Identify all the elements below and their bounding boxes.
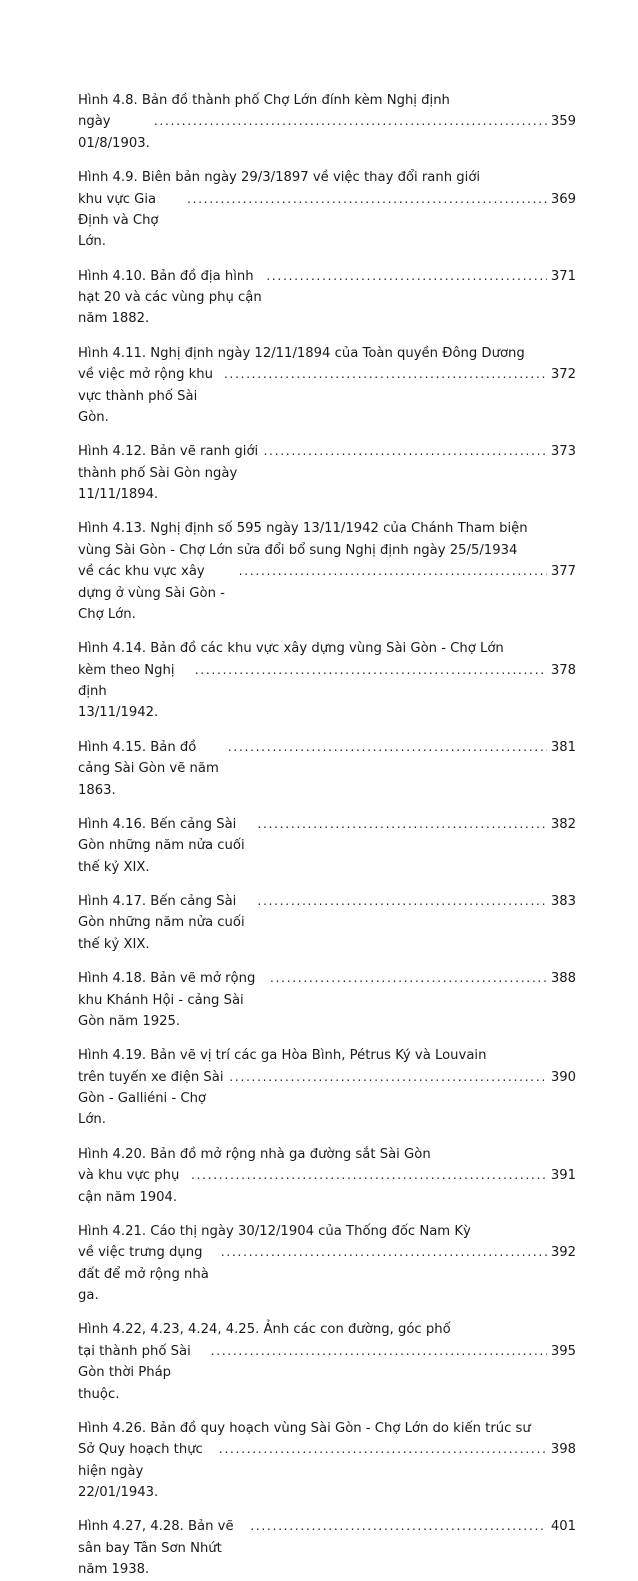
toc-entry-text: Hình 4.18. Bản vẽ mở rộng khu Khánh Hội - cảng Sài Gòn năm 1925. <box>78 971 260 1029</box>
toc-leader-dots <box>239 561 547 581</box>
toc-leader-dots <box>270 968 547 988</box>
toc-entry-line <box>78 167 576 188</box>
toc-entry-last-line <box>78 1242 576 1306</box>
toc-page-number: 401 <box>550 1519 576 1535</box>
toc-entry-text: Hình 4.8. Bản đồ thành phố Chợ Lớn đính kèm Nghị định <box>78 93 450 108</box>
toc-entry-text: Hình 4.10. Bản đồ địa hình hạt 20 và các vùng phụ cận năm 1882. <box>78 268 266 327</box>
toc-entry-text: về việc trưng dụng đất để mở rộng nhà ga. <box>78 1245 214 1303</box>
toc-entry-last-line <box>78 111 576 154</box>
toc-entry-text: khu vực Gia Định và Chợ Lớn. <box>78 191 163 250</box>
toc-entry-text: Hình 4.13. Nghị định số 595 ngày 13/11/1942 của Chánh Tham biện <box>78 521 528 537</box>
toc-entry-last-line <box>78 814 576 878</box>
toc-entry[interactable] <box>78 1144 576 1208</box>
toc-leader-dots <box>229 1067 547 1087</box>
toc-entry[interactable] <box>78 167 576 253</box>
toc-leader-dots <box>195 660 547 680</box>
toc-entry-text: Hình 4.9. Biên bản ngày 29/3/1897 về việc thay đổi ranh giới <box>78 170 481 186</box>
toc-leader-dots <box>191 1165 547 1185</box>
toc-entry-text: Hình 4.21. Cáo thị ngày 30/12/1904 của Thống đốc Nam Kỳ <box>78 1223 471 1239</box>
table-of-contents-list <box>78 90 576 1581</box>
toc-leader-dots <box>266 266 547 286</box>
toc-entry[interactable] <box>78 638 576 724</box>
toc-entry-last-line <box>78 1165 576 1208</box>
toc-entry-line <box>78 90 576 111</box>
toc-entry-text: tại thành phố Sài Gòn thời Pháp thuộc. <box>78 1343 195 1402</box>
toc-page-number: 388 <box>550 971 576 987</box>
toc-entry[interactable] <box>78 441 576 505</box>
toc-entry-line <box>78 1319 576 1340</box>
toc-entry-last-line <box>78 266 576 330</box>
toc-leader-dots <box>187 189 547 209</box>
toc-entry-text: Hình 4.11. Nghị định ngày 12/11/1894 của Toàn quyền Đông Dương <box>78 345 525 361</box>
toc-entry[interactable] <box>78 518 576 625</box>
toc-page-number: 372 <box>550 367 576 383</box>
toc-entry-text: Hình 4.19. Bản vẽ vị trí các ga Hòa Bình, Pétrus Ký và Louvain <box>78 1048 487 1064</box>
toc-entry-text: Hình 4.16. Bến cảng Sài Gòn những năm nửa cuối thế kỷ XIX. <box>78 816 249 875</box>
toc-entry-last-line <box>78 891 576 955</box>
toc-leader-dots <box>228 737 547 757</box>
toc-page-number: 390 <box>550 1069 576 1085</box>
toc-page-number: 395 <box>550 1343 576 1359</box>
toc-page-number: 371 <box>550 268 576 284</box>
toc-entry-line <box>78 518 576 539</box>
toc-page-number: 377 <box>550 564 576 580</box>
toc-leader-dots <box>257 891 547 911</box>
toc-entry-last-line <box>78 968 576 1032</box>
toc-entry-text: trên tuyến xe điện Sài Gòn - Galliéni - Chợ Lớn. <box>78 1069 228 1128</box>
toc-page-number: 359 <box>550 114 576 130</box>
toc-entry-text: ngày 01/8/1903. <box>78 114 150 151</box>
toc-page-number: 398 <box>550 1442 576 1458</box>
toc-entry-last-line <box>78 189 576 253</box>
toc-page-number: 381 <box>550 739 576 755</box>
toc-leader-dots <box>154 111 547 131</box>
toc-leader-dots <box>211 1341 547 1361</box>
toc-entry-last-line <box>78 1067 576 1131</box>
toc-entry[interactable] <box>78 1045 576 1131</box>
toc-entry-text: vùng Sài Gòn - Chợ Lớn sửa đổi bổ sung Nghị định ngày 25/5/1934 <box>78 542 518 558</box>
toc-entry-last-line <box>78 660 576 724</box>
toc-entry-text: Hình 4.27, 4.28. Bản vẽ sân bay Tân Sơn Nhứt năm 1938. <box>78 1519 238 1578</box>
toc-page-number: 373 <box>550 444 576 460</box>
toc-leader-dots <box>263 441 547 461</box>
toc-page-number: 391 <box>550 1168 576 1184</box>
toc-page-number: 369 <box>550 191 576 207</box>
toc-page-number: 383 <box>550 894 576 909</box>
toc-entry[interactable] <box>78 968 576 1032</box>
toc-entry-last-line <box>78 364 576 428</box>
toc-entry-line <box>78 540 576 561</box>
toc-entry-text: Hình 4.20. Bản đồ mở rộng nhà ga đường sắt Sài Gòn <box>78 1146 431 1162</box>
toc-entry-text: kèm theo Nghị định 13/11/1942. <box>78 662 179 721</box>
toc-leader-dots <box>219 1439 547 1459</box>
toc-entry-last-line <box>78 441 576 505</box>
toc-entry-text: Hình 4.14. Bản đồ các khu vực xây dựng vùng Sài Gòn - Chợ Lớn <box>78 641 504 657</box>
toc-entry[interactable] <box>78 343 576 429</box>
toc-leader-dots <box>257 814 547 834</box>
toc-entry-text: Hình 4.22, 4.23, 4.24, 4.25. Ảnh các con đường, góc phố <box>78 1322 451 1338</box>
toc-entry-text: về việc mở rộng khu vực thành phố Sài Gòn. <box>78 367 218 425</box>
toc-leader-dots <box>224 364 547 384</box>
toc-entry-text: về các khu vực xây dựng ở vùng Sài Gòn - Chợ Lớn. <box>78 564 230 622</box>
toc-entry-last-line <box>78 1516 576 1580</box>
toc-entry-line <box>78 1045 576 1066</box>
toc-entry[interactable] <box>78 1221 576 1307</box>
toc-entry-last-line <box>78 1439 576 1503</box>
toc-entry[interactable] <box>78 1319 576 1405</box>
toc-page-number: 392 <box>550 1245 576 1261</box>
toc-entry-text: Hình 4.17. Bến cảng Sài Gòn những năm nửa cuối thế kỷ XIX. <box>78 894 249 952</box>
toc-entry-text: và khu vực phụ cận năm 1904. <box>78 1168 184 1205</box>
toc-entry[interactable] <box>78 814 576 878</box>
toc-entry-last-line <box>78 1341 576 1405</box>
toc-entry-line <box>78 1221 576 1242</box>
toc-entry[interactable] <box>78 1418 576 1504</box>
toc-entry-last-line <box>78 561 576 625</box>
toc-entry-line <box>78 343 576 364</box>
toc-entry-text: Hình 4.26. Bản đồ quy hoạch vùng Sài Gòn - Chợ Lớn do kiến trúc sư <box>78 1420 531 1436</box>
toc-entry[interactable] <box>78 90 576 154</box>
toc-page-number: 382 <box>550 816 576 832</box>
toc-entry[interactable] <box>78 1516 576 1580</box>
toc-leader-dots <box>250 1516 547 1536</box>
toc-entry[interactable] <box>78 266 576 330</box>
toc-entry-text: Hình 4.15. Bản đồ cảng Sài Gòn vẽ năm 1863. <box>78 739 223 798</box>
toc-entry-text: Sở Quy hoạch thực hiện ngày 22/01/1943. <box>78 1442 208 1500</box>
toc-entry-last-line <box>78 737 576 801</box>
toc-entry[interactable] <box>78 737 576 801</box>
toc-entry[interactable] <box>78 891 576 955</box>
toc-leader-dots <box>221 1242 547 1262</box>
toc-entry-text: Hình 4.12. Bản vẽ ranh giới thành phố Sài Gòn ngày 11/11/1894. <box>78 444 263 502</box>
toc-entry-line <box>78 638 576 659</box>
toc-entry-line <box>78 1144 576 1165</box>
toc-entry-line <box>78 1418 576 1439</box>
toc-page-number: 378 <box>550 662 576 678</box>
